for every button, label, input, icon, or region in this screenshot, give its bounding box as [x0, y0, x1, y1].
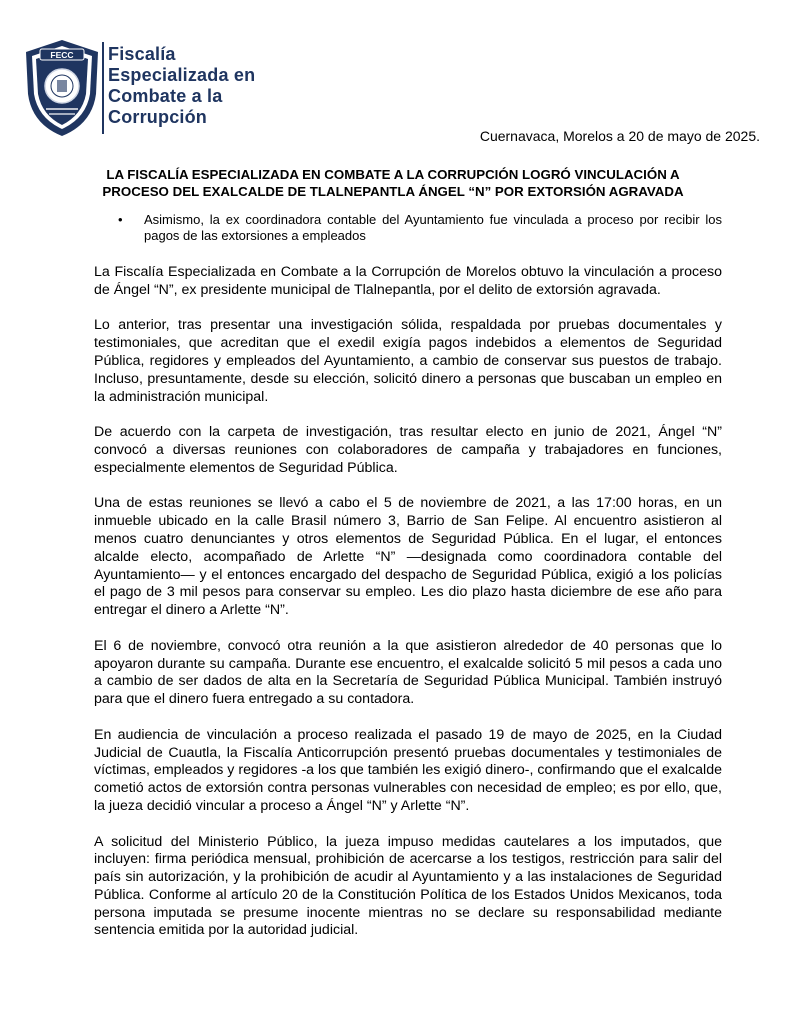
document-header [22, 38, 762, 138]
paragraph: Lo anterior, tras presentar una investigación sólida, respaldada por pruebas documentales y testimoniales, que acreditan que el exedil exigía pagos indebidos a elementos de Seguridad Pública, regidores y empleados del Ayuntamiento, a cambio de conservar sus puestos de trabajo. Incluso, presuntamente, desde su elección, solicitó dinero a personas que buscaban un empleo en la administración municipal. [94, 317, 722, 405]
header-divider [102, 42, 104, 134]
summary-bullets [118, 212, 722, 244]
paragraph: La Fiscalía Especializada en Combate a la Corrupción de Morelos obtuvo la vinculación a proceso de Ángel “N”, ex presidente municipal de Tlalnepantla, por el delito de extorsión agravada. [94, 264, 722, 298]
list-item [118, 212, 722, 244]
paragraph: Una de estas reuniones se llevó a cabo el 5 de noviembre de 2021, a las 17:00 horas, en un inmueble ubicado en la calle Brasil número 3, Barrio de San Felipe. Al encuentro asistieron al menos cuatro denunciantes y otros elementos de Seguridad Pública. En el lugar, el entonces alcalde electo, acompañado de Arlette “N” —designada como coordinadora contable del Ayuntamiento— y el entonces encargado del despacho de Seguridad Pública, exigió a los policías el pago de 3 mil pesos para conservar su empleo. Les dio plazo hasta diciembre de ese año para entregar el dinero a Arlette “N”. [94, 495, 722, 619]
bullet-icon: • [118, 212, 123, 227]
org-name-line: Corrupción [108, 107, 207, 127]
paragraph: A solicitud del Ministerio Público, la jueza impuso medidas cautelares a los imputados, que incluyen: firma periódica mensual, prohibición de acercarse a los testigos, restricción para salir del país sin autorización, y la prohibición de acudir al Ayuntamiento y a las instalaciones de Seguridad Pública. Conforme al artículo 20 de la Constitución Política de los Estados Unidos Mexicanos, toda persona imputada se presume inocente mientras no se declare su responsabilidad mediante sentencia emitida por la autoridad judicial. [94, 833, 722, 939]
org-name [108, 44, 255, 128]
bullet-text: Asimismo, la ex coordinadora contable del Ayuntamiento fue vinculada a proceso por recibir los pagos de las extorsiones a empleados [144, 212, 722, 243]
org-name-line: Fiscalía [108, 44, 176, 64]
paragraph: De acuerdo con la carpeta de investigación, tras resultar electo en junio de 2021, Ángel “N” convocó a diversas reuniones con colaboradores de campaña y trabajadores en funciones, especialmente elementos de Seguridad Pública. [94, 424, 722, 476]
paragraph: En audiencia de vinculación a proceso realizada el pasado 19 de mayo de 2025, en la Ciudad Judicial de Cuautla, la Fiscalía Anticorrupción presentó pruebas documentales y testimoniales de víctimas, empleados y regidores -a los que también les exigió dinero-, confirmando que el exalcalde cometió actos de extorsión contra personas vulnerables con necesidad de empleo; es por ello, que, la jueza decidió vincular a proceso a Ángel “N” y Arlette “N”. [94, 726, 722, 814]
org-name-line: Especializada en [108, 65, 256, 85]
article-body [94, 264, 722, 958]
headline: LA FISCALÍA ESPECIALIZADA EN COMBATE A LA CORRUPCIÓN LOGRÓ VINCULACIÓN A PROCESO DEL EXALCALDE DE TLALNEPANTLA ÁNGEL “N” POR EXTORSIÓN AGRAVADA [102, 167, 684, 199]
fecc-badge-logo [22, 38, 102, 138]
logo-text: FECC [50, 50, 74, 60]
org-name-line: Combate a la [108, 86, 223, 106]
paragraph: El 6 de noviembre, convocó otra reunión a la que asistieron alrededor de 40 personas que lo apoyaron durante su campaña. Durante ese encuentro, el exalcalde solicitó 5 mil pesos a cada uno a cambio de ser dados de alta en la Secretaría de Seguridad Pública Municipal. También instruyó para que el dinero fuera entregado a su contadora. [94, 637, 722, 708]
place-date: Cuernavaca, Morelos a 20 de mayo de 2025. [479, 128, 760, 144]
